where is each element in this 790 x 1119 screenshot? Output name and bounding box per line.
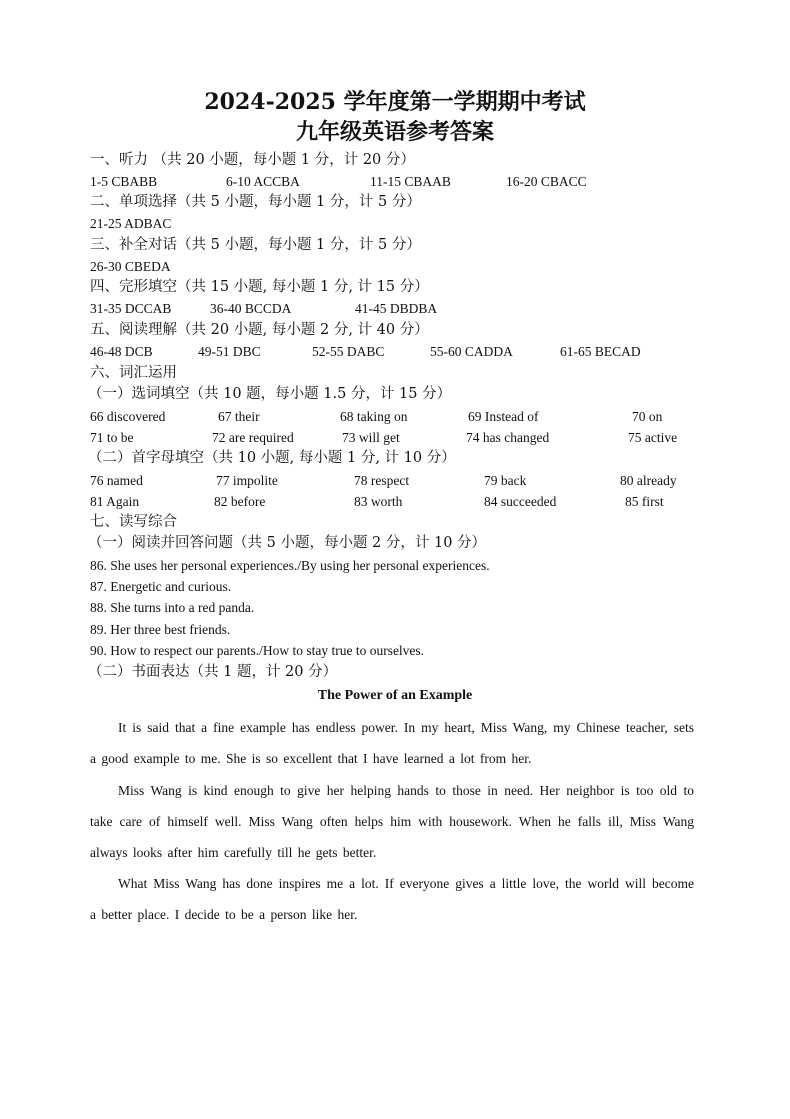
answer-item: 69 Instead of: [468, 409, 539, 424]
answer-item: 68 taking on: [340, 409, 408, 424]
answer-item: 72 are required: [212, 430, 294, 445]
answer-item: 82 before: [214, 494, 266, 509]
answer-item: 81 Again: [90, 494, 140, 509]
answer-item: 79 back: [484, 473, 527, 488]
answer-item: 66 discovered: [90, 409, 166, 424]
qa-answer-89: 89. Her three best friends.: [90, 622, 231, 637]
section-dialogue-heading: 三、补全对话（共 5 小题，每小题 1 分，计 5 分）: [90, 237, 421, 253]
essay-paragraph: What Miss Wang has done inspires me a lot. If everyone gives a little love, the world will become a better place. I decide to be a person like her.: [90, 876, 694, 922]
section-listening-heading: 一、听力 （共 20 小题，每小题 1 分，计 20 分）: [90, 152, 415, 168]
qa-answer-87: 87. Energetic and curious.: [90, 579, 232, 594]
answer-group: 26-30 CBEDA: [90, 259, 171, 274]
essay-paragraph: Miss Wang is kind enough to give her helping hands to those in need. Her neighbor is too old to take care of himself well. Miss Wang often helps him with housework. When he falls ill, Miss Wang always looks after him carefully till he gets better.: [90, 783, 694, 860]
subsection-writing-heading: （二）书面表达（共 1 题，计 20 分）: [88, 664, 338, 680]
qa-answer-88: 88. She turns into a red panda.: [90, 600, 255, 615]
answer-group: 61-65 BECAD: [560, 344, 641, 359]
answer-group: 52-55 DABC: [312, 344, 385, 359]
answer-item: 85 first: [625, 494, 664, 509]
section-reading-heading: 五、阅读理解（共 20 小题, 每小题 2 分, 计 40 分）: [90, 322, 429, 338]
answer-item: 83 worth: [354, 494, 403, 509]
answer-group: 6-10 ACCBA: [226, 174, 300, 189]
answer-item: 75 active: [628, 430, 678, 445]
answer-item: 67 their: [218, 409, 260, 424]
answer-item: 80 already: [620, 473, 677, 488]
subsection-qa-heading: （一）阅读并回答问题（共 5 小题，每小题 2 分，计 10 分）: [88, 535, 487, 551]
answer-group: 11-15 CBAAB: [370, 174, 451, 189]
subsection-initial-letter-heading: （二）首字母填空（共 10 小题, 每小题 1 分, 计 10 分）: [88, 450, 456, 466]
answer-group: 55-60 CADDA: [430, 344, 513, 359]
section-read-write-heading: 七、读写综合: [90, 514, 177, 530]
answer-item: 84 succeeded: [484, 494, 557, 509]
answer-item: 74 has changed: [466, 430, 550, 445]
section-vocabulary-heading: 六、词汇运用: [90, 365, 177, 381]
answer-item: 73 will get: [342, 430, 400, 445]
answer-group: 41-45 DBDBA: [355, 301, 438, 316]
answer-group: 46-48 DCB: [90, 344, 153, 359]
qa-answer-86: 86. She uses her personal experiences./By using her personal experiences.: [90, 558, 490, 573]
answer-item: 71 to be: [90, 430, 134, 445]
answer-item: 78 respect: [354, 473, 410, 488]
qa-answer-90: 90. How to respect our parents./How to stay true to ourselves.: [90, 643, 425, 658]
answer-group: 21-25 ADBAC: [90, 216, 172, 231]
answer-item: 76 named: [90, 473, 143, 488]
essay-paragraph: It is said that a fine example has endless power. In my heart, Miss Wang, my Chinese teacher, sets a good example to me. She is so excellent that I have learned a lot from her.: [90, 720, 694, 766]
answer-item: 70 on: [632, 409, 663, 424]
answer-group: 49-51 DBC: [198, 344, 261, 359]
answer-key-title: 九年级英语参考答案: [295, 119, 494, 145]
section-single-choice-heading: 二、单项选择（共 5 小题，每小题 1 分，计 5 分）: [90, 194, 421, 210]
answer-group: 31-35 DCCAB: [90, 301, 172, 316]
subsection-word-choice-heading: （一）选词填空（共 10 题，每小题 1.5 分，计 15 分）: [88, 386, 452, 402]
section-cloze-heading: 四、完形填空（共 15 小题, 每小题 1 分, 计 15 分）: [90, 279, 429, 295]
answer-group: 36-40 BCCDA: [210, 301, 292, 316]
answer-group: 1-5 CBABB: [90, 174, 158, 189]
answer-group: 16-20 CBACC: [506, 174, 587, 189]
exam-title: 2024-2025 学年度第一学期期中考试: [204, 89, 586, 115]
essay-title: The Power of an Example: [317, 688, 473, 703]
answer-item: 77 impolite: [216, 473, 278, 488]
